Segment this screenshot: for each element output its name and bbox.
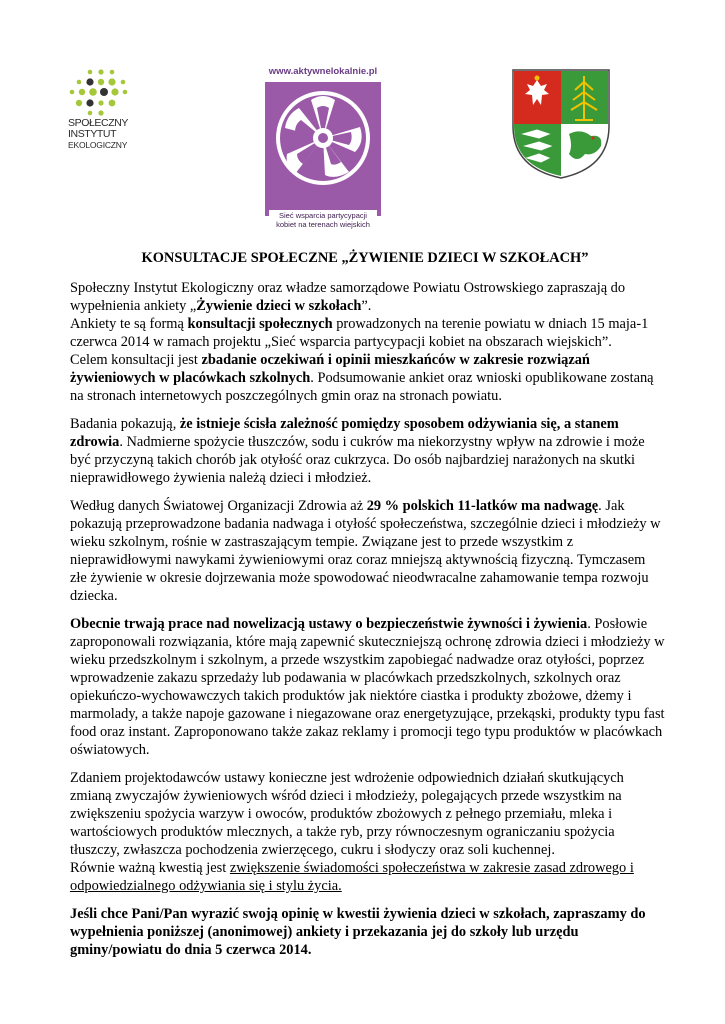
sie-line2: INSTYTUT	[68, 128, 117, 140]
flower-emblem-icon	[265, 82, 381, 194]
p1-bold-goal: zbadanie oczekiwań i opinii mieszkańców w zakresie rozwiązań żywieniowych w placówkach szkolnych	[70, 352, 590, 386]
p1-text-f: Celem konsultacji jest	[70, 352, 202, 368]
paragraph-who	[70, 497, 665, 605]
p1-text-a: Społeczny Instytut Ekologiczny oraz władze samorządowe Powiatu Ostrowskiego zapraszają do wypełnienia ankiety „	[70, 280, 626, 314]
p1-text-g: . Podsumowanie ankiet oraz wnioski opublikowane zostaną na stronach internetowych poszczególnych gmin oraz na stronach powiatu.	[70, 370, 654, 404]
p3-bold: 29 % polskich 11-latków ma nadwagę	[366, 498, 599, 514]
aktywne-lokalnie-logo	[265, 66, 381, 229]
sie-logo	[68, 68, 130, 158]
paragraph-intro	[70, 279, 665, 405]
p1-text-d: Ankiety te są formą	[70, 316, 188, 332]
page-title: KONSULTACJE SPOŁECZNE „ŻYWIENIE DZIECI W SZKOŁACH”	[141, 250, 589, 266]
dots-logo-icon	[68, 68, 130, 118]
p4-bold: Obecnie trwają prace nad nowelizacją ustawy o bezpieczeństwie żywności i żywienia	[70, 616, 588, 632]
p5-text-a: Zdaniem projektodawców ustawy konieczne jest wdrożenie odpowiednich działań skutkujących zmianą zwyczajów żywieniowych wśród dzieci i młodzieży, polegających przede wszystkim na zwiększeniu spożycia warzyw i owoców, produktów zbożowych z pełnego przemiału, mleka i wartościowych produktów mlecznych, a także ryb, przy równoczesnym ograniczaniu spożycia tłuszczy, zwłaszcza pochodzenia zwierzęcego, cukru i słodyczy oraz soli kuchennej.	[70, 770, 624, 858]
logo-purple-box	[265, 82, 381, 229]
p2-text-c: . Nadmierne spożycie tłuszczów, sodu i cukrów ma niekorzystny wpływ na zdrowie i może być przyczyną takich chorób jak otyłość oraz cukrzyca. Do osób najbardziej narażonych na skutki nieprawidłowego żywienia należą dzieci i młodzież.	[70, 434, 645, 486]
p1-text-c: ”.	[361, 298, 372, 314]
sie-line1: SPOŁECZNY	[68, 117, 128, 129]
logo-caption-line2: kobiet na terenach wiejskich	[276, 220, 370, 229]
logo-caption	[269, 210, 377, 230]
p3-text-a: Według danych Światowej Organizacji Zdrowia aż	[70, 498, 367, 514]
logo-caption-line1: Sieć wsparcia partycypacji	[279, 211, 367, 220]
sie-logo-text	[68, 118, 132, 151]
p1-bold-consultation: konsultacji społecznych	[187, 316, 333, 332]
p1-text-e: prowadzonych na terenie powiatu w dniach 15 maja-1 czerwca 2014 w ramach projektu „Sieć wsparcia partycypacji kobiet na obszarach wiejskich”.	[70, 316, 649, 350]
sie-line3: EKOLOGICZNY	[68, 140, 128, 150]
paragraph-research	[70, 415, 665, 487]
coat-of-arms-icon	[511, 68, 611, 180]
p1-bold-survey: Żywienie dzieci w szkołach	[196, 298, 362, 314]
logo-url: www.aktywnelokalnie.pl	[268, 66, 378, 77]
paragraph-law	[70, 615, 665, 759]
paragraph-proposal	[70, 769, 665, 895]
p3-text-c: . Jak pokazują przeprowadzone badania nadwaga i otyłość społeczeństwa, szczególnie dzieci i młodzieży w wieku szkolnym, rośnie w zastraszającym tempie. Związane jest to przede wszystkim z nieprawidłowymi nawykami żywieniowymi oraz coraz mniejszą aktywnością fizyczną. Tymczasem złe żywienie w okresie dojrzewania może spowodować nieodwracalne zahamowanie tempa rozwoju dziecka.	[70, 498, 661, 604]
p4-text-c: . Posłowie zaproponowali rozwiązania, które mają zapewnić skuteczniejszą ochronę zdrowia dzieci i młodzieży w wieku przedszkolnym i szkolnym, a przede wszystkim zapobiegać nadwadze oraz otyłości, poprzez wprowadzenie zakazu sprzedaży lub podawania w placówkach przedszkolnych, szkolnych oraz opiekuńczo-wychowawczych takich produktów jak niektóre ciastka i produkty zbożowe, dżemy i marmolady, a także napoje gazowane i niegazowane oraz energetyzujące, przekąski, produkty typu fast food oraz instant. Zaproponowano także zakaz reklamy i promocji tego typu produktów w placówkach oświatowych.	[70, 616, 665, 758]
p2-text-a: Badania pokazują,	[70, 416, 180, 432]
p5-underlined: zwiększenie świadomości społeczeństwa w zakresie zasad zdrowego i odpowiedzialnego odżywiania się i stylu życia.	[70, 860, 634, 894]
p2-bold: że istnieje ścisła zależność pomiędzy sposobem odżywiania się, a stanem zdrowia	[70, 416, 619, 450]
paragraph-invitation: Jeśli chce Pani/Pan wyrazić swoją opinię w kwestii żywienia dzieci w szkołach, zapraszamy do wypełnienia poniższej (anonimowej) ankiety i przekazania jej do szkoły lub urzędu gminy/powiatu do dnia 5 czerwca 2014.	[70, 906, 646, 958]
p5-text-b: Równie ważną kwestią jest	[70, 860, 230, 876]
